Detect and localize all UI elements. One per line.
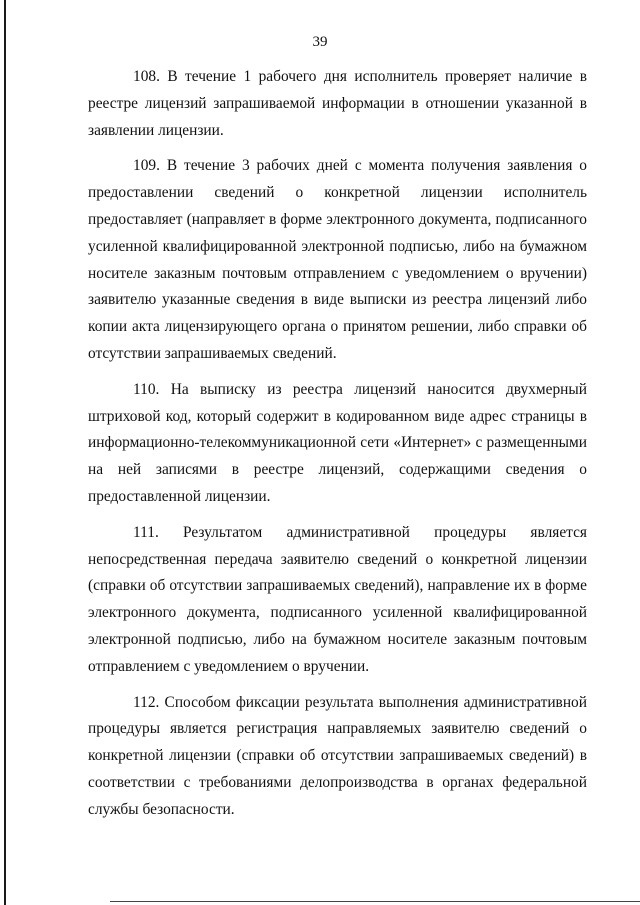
scan-left-edge (4, 0, 6, 905)
paragraph-108: 108. В течение 1 рабочего дня исполнитель проверяет наличие в реестре лицензий запрашиваемой информации в отношении указанной в заявлении лицензии. (88, 68, 587, 139)
paragraph-112: 112. Способом фиксации результата выполнения административной процедуры является регистрация направляемых заявителю сведений о конкретной лицензии (справки об отсутствии запрашиваемых сведений) в соответствии с требованиями делопроизводства в органах федеральной службы безопасности. (88, 693, 587, 818)
paragraph-110: 110. На выписку из реестра лицензий наносится двухмерный штриховой код, который содержит в кодированном виде адрес страницы в информационно-телекоммуникационной сети «Интернет» с размещенными на ней записями в реестре лицензий, содержащими сведения о предоставленной лицензии. (88, 380, 587, 505)
page-number: 39 (312, 34, 328, 50)
paragraph-111: 111. Результатом административной процедуры является непосредственная передача заявителю сведений о конкретной лицензии (справки об отсутствии запрашиваемых сведений), направление их в форме электронного документа, подписанного усиленной квалифицированной электронной подписью, либо на бумажном носителе заказным почтовым отправлением с уведомлением о вручении. (88, 523, 587, 675)
document-body (88, 64, 587, 833)
paragraph-109: 109. В течение 3 рабочих дней с момента получения заявления о предоставлении сведений о конкретной лицензии исполнитель предоставляет (направляет в форме электронного документа, подписанного усиленной квалифицированной электронной подписью, либо на бумажном носителе заказным почтовым отправлением с уведомлением о вручении) заявителю указанные сведения в виде выписки из реестра лицензий либо копии акта лицензирующего органа о принятом решении, либо справки об отсутствии запрашиваемых сведений. (88, 157, 587, 362)
scan-bottom-edge (110, 901, 640, 902)
